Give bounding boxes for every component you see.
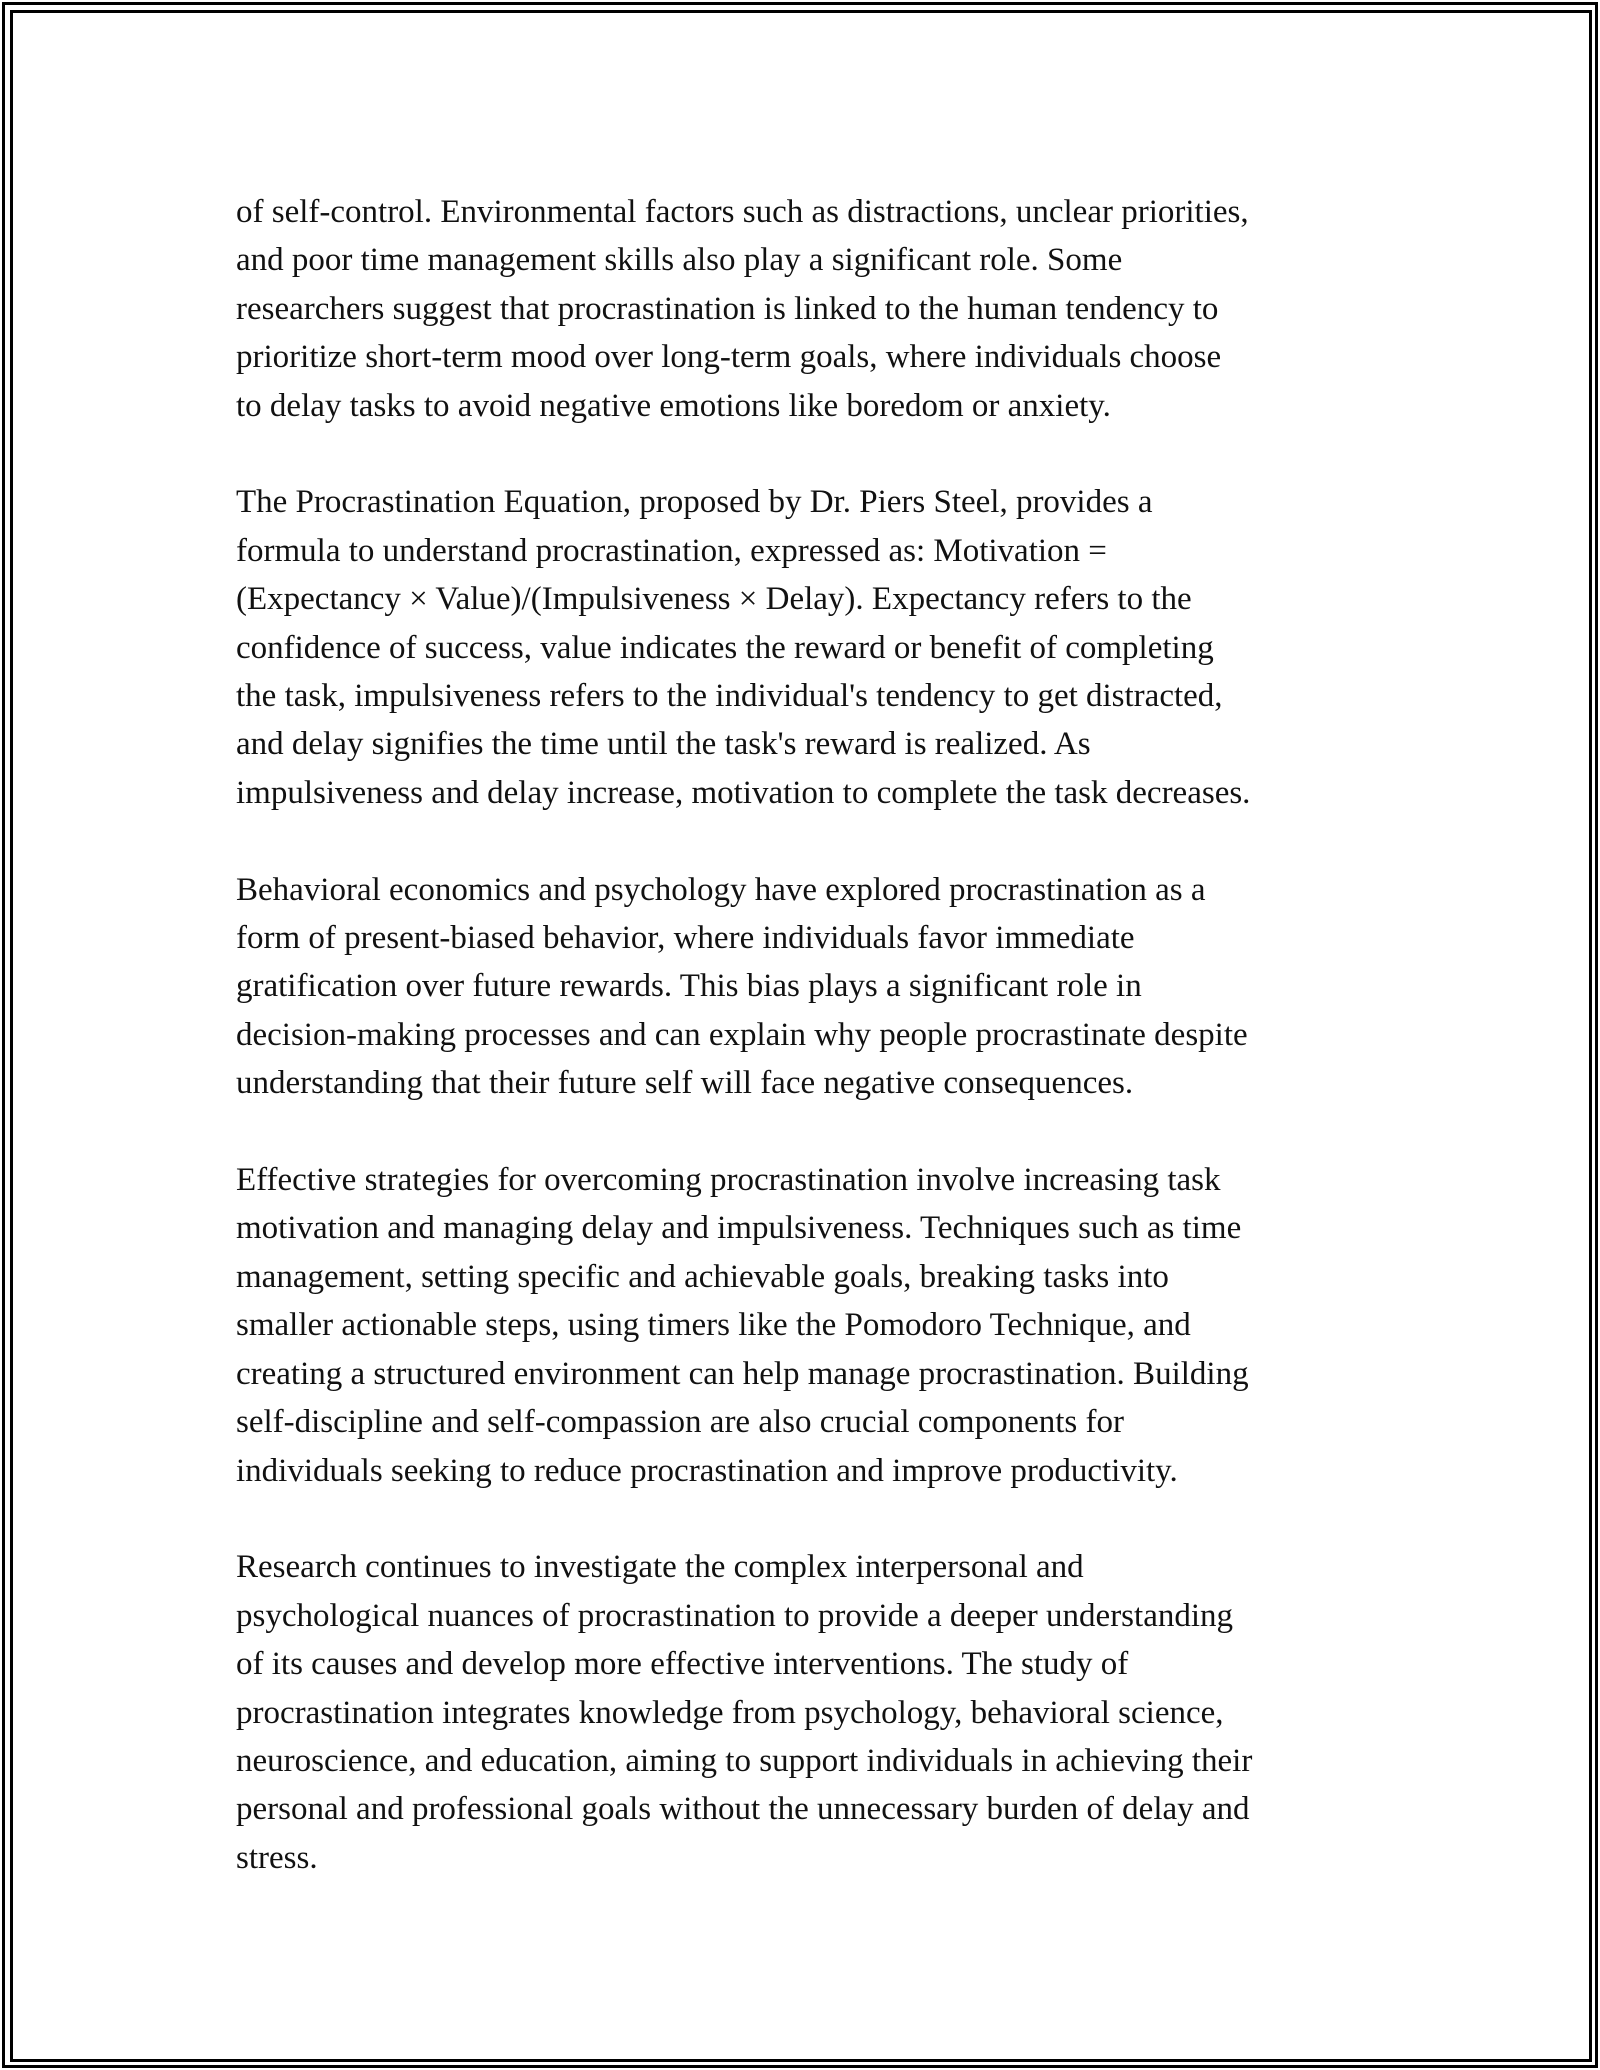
- paragraph-behavioral-economics: Behavioral economics and psychology have explored procrastination as a form of present-biased behavior, where individuals favor immediate gratification over future rewards. This bias plays a significant role in decision-making processes and can explain why people procrastinate despite understanding that their future self will face negative consequences.: [236, 871, 1248, 1102]
- paragraph-effective-strategies: Effective strategies for overcoming procrastination involve increasing task motivation and managing delay and impulsiveness. Techniques such as time management, setting specific and achievable goals, breaking tasks into smaller actionable steps, using timers like the Pomodoro Technique, and creating a structured environment can help manage procrastination. Building self-discipline and self-compassion are also crucial components for individuals seeking to reduce procrastination and improve productivity.: [236, 1162, 1249, 1489]
- paragraph-research: Research continues to investigate the complex interpersonal and psychological nuances of procrastination to provide a deeper understanding of its causes and develop more effective interventions. The study of procrastination integrates knowledge from psychology, behavioral science, neuroscience, and education, aiming to support individuals in achieving their personal and professional goals without the unnecessary burden of delay and stress.: [236, 1549, 1253, 1876]
- document-body: [236, 188, 1376, 1931]
- paragraph-self-control: of self-control. Environmental factors such as distractions, unclear priorities, and poor time management skills also play a significant role. Some researchers suggest that procrastination is linked to the human tendency to prioritize short-term mood over long-term goals, where individuals choose to delay tasks to avoid negative emotions like boredom or anxiety.: [236, 194, 1249, 424]
- paragraph-procrastination-equation: The Procrastination Equation, proposed by Dr. Piers Steel, provides a formula to understand procrastination, expressed as: Motivation = (Expectancy × Value)/(Impulsiveness × Delay). Expectancy refers to the confidence of success, value indicates the reward or benefit of completing the task, impulsiveness refers to the individual's tendency to get distracted, and delay signifies the time until the task's reward is realized. As impulsiveness and delay increase, motivation to complete the task decreases.: [236, 484, 1251, 811]
